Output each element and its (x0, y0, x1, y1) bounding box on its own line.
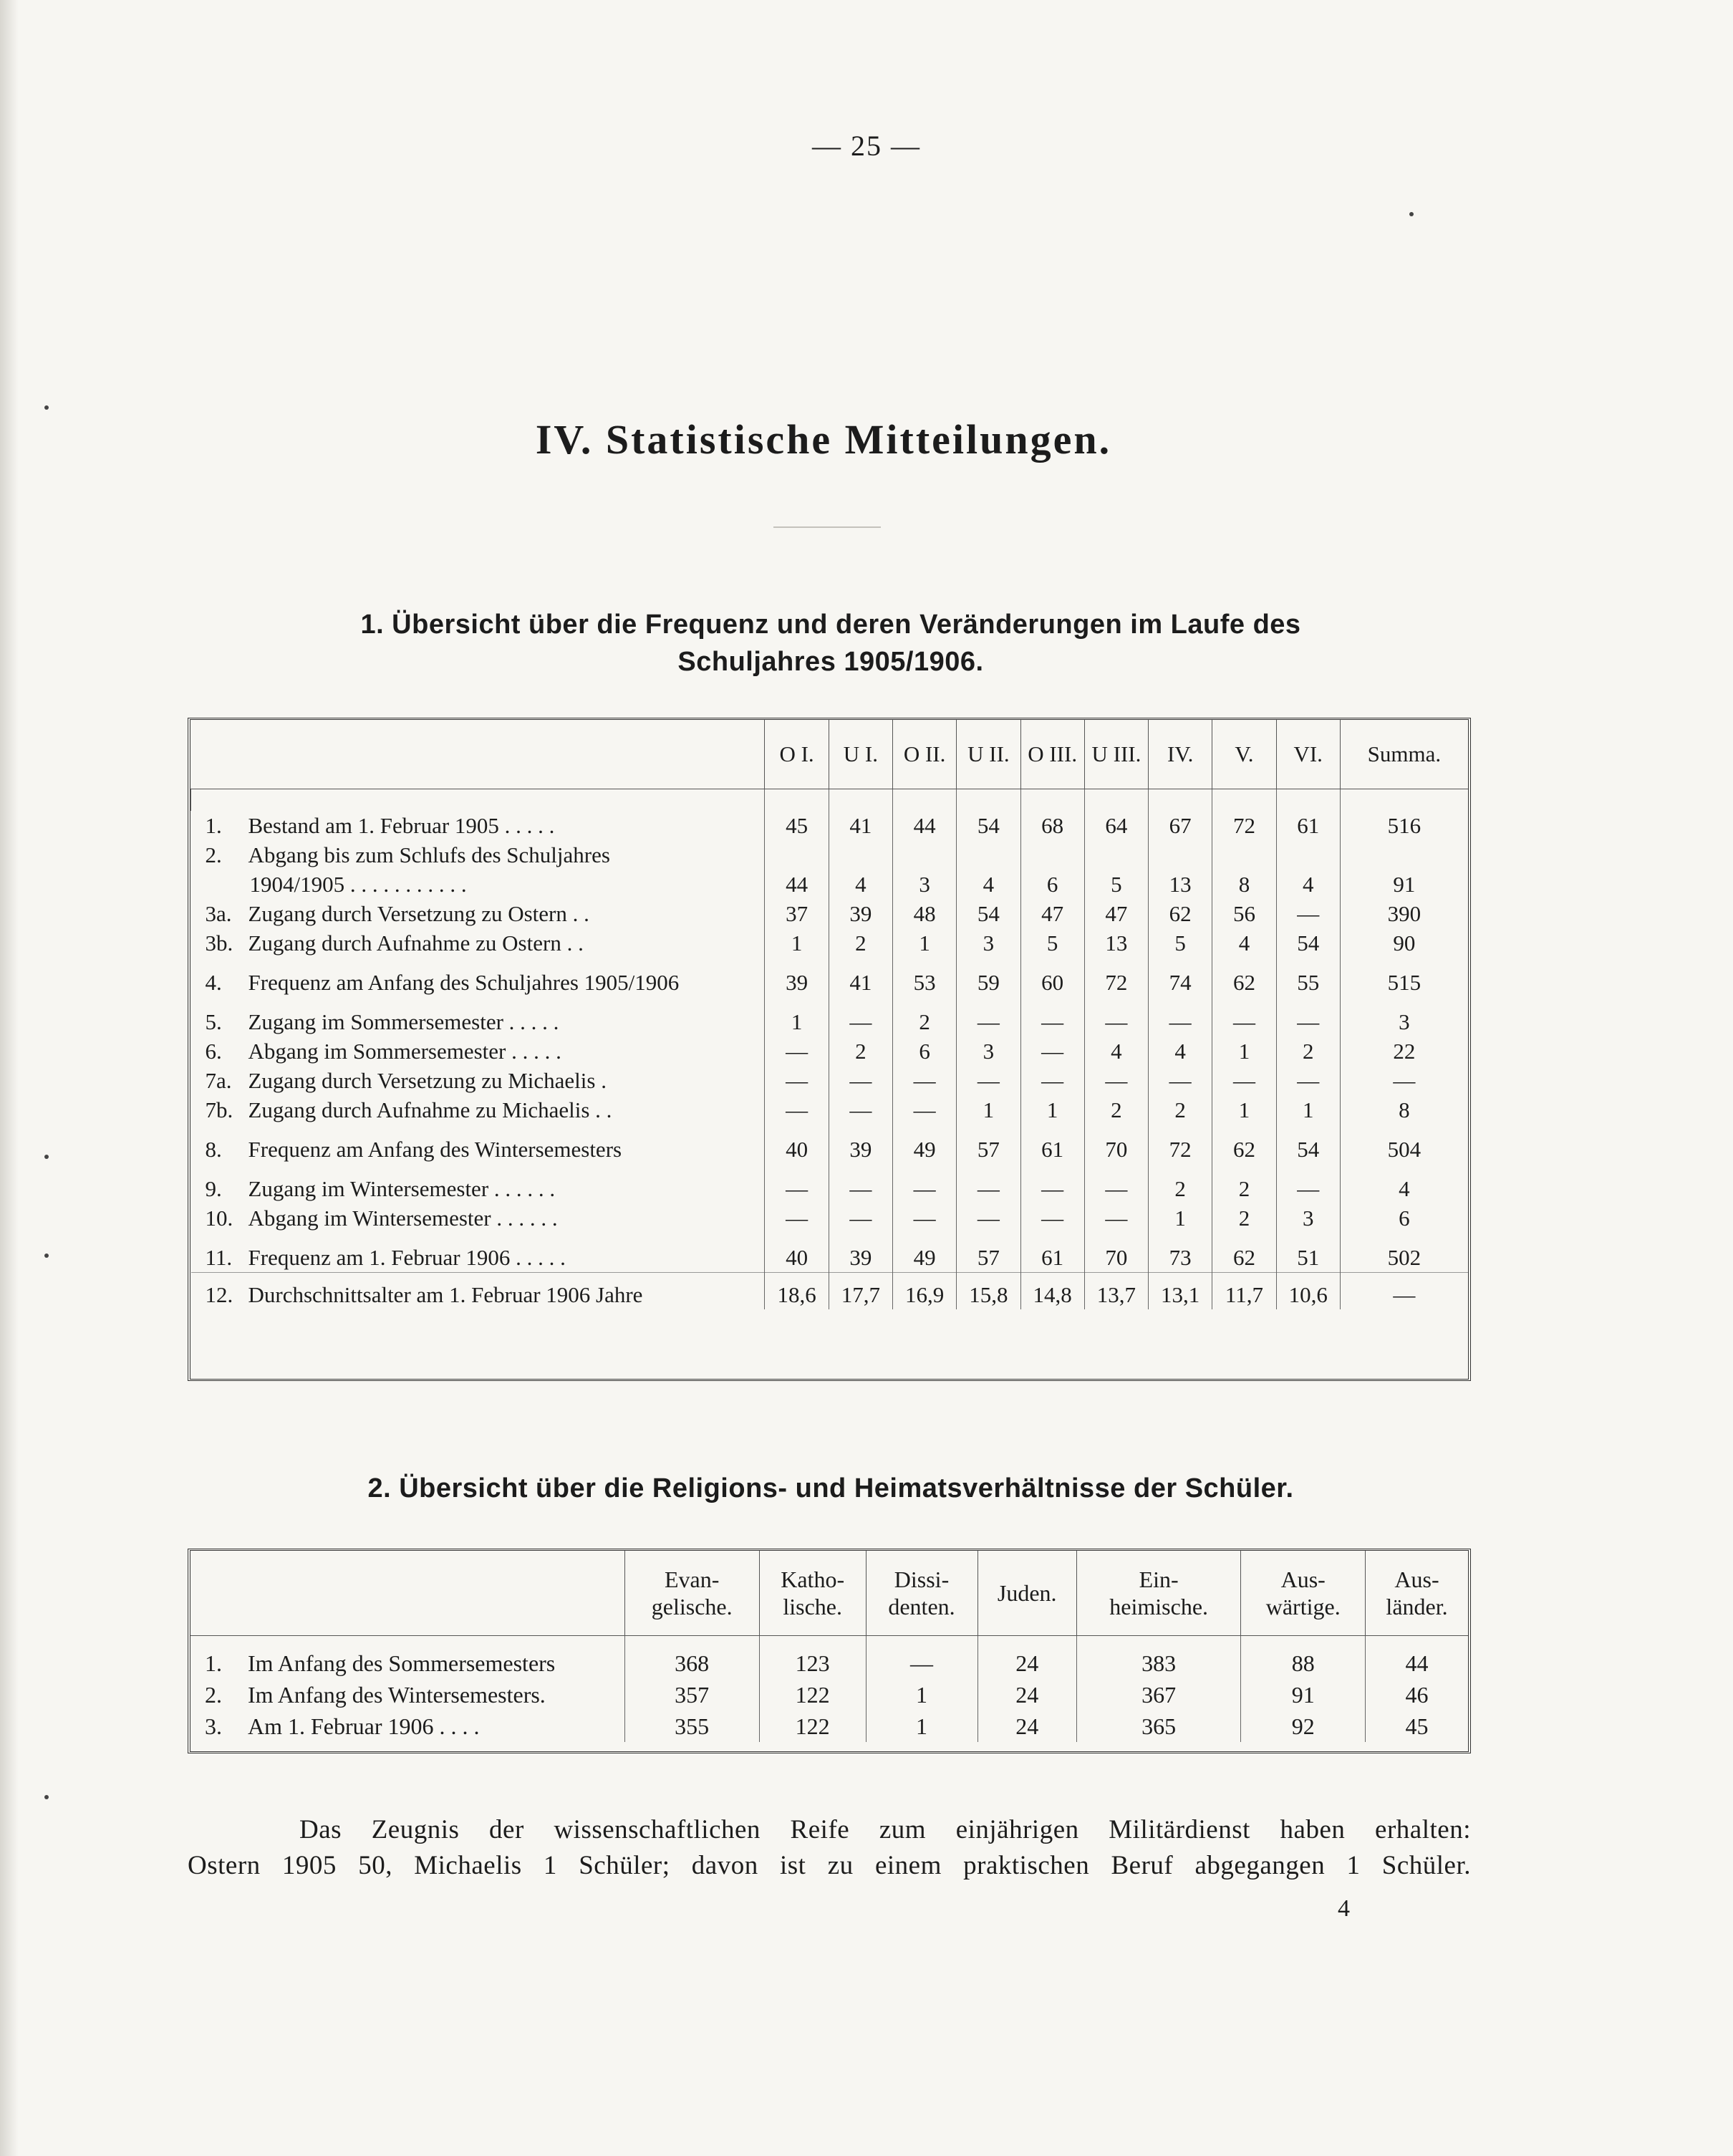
print-speck (44, 1155, 49, 1159)
cell: 54 (957, 811, 1020, 840)
cell: 44 (892, 811, 956, 840)
cell: 11,7 (1212, 1273, 1276, 1310)
column-header: U I. (829, 720, 892, 789)
column-header: O I. (765, 720, 829, 789)
title-divider (773, 526, 881, 528)
cell: 61 (1020, 1233, 1084, 1273)
cell: 59 (957, 958, 1020, 997)
cell: — (1276, 899, 1340, 928)
cell: 383 (1076, 1636, 1241, 1680)
cell: 54 (1276, 928, 1340, 958)
cell: 37 (765, 899, 829, 928)
cell: 365 (1076, 1710, 1241, 1742)
cell: — (866, 1636, 977, 1680)
cell: — (1212, 1066, 1276, 1095)
column-header: Dissi- denten. (866, 1551, 977, 1636)
cell: 70 (1084, 1233, 1148, 1273)
cell: 5 (1149, 928, 1212, 958)
cell: — (1084, 997, 1148, 1036)
row-label: 2. Abgang bis zum Schlufs des Schuljahres 1904/1905 . . . . . . . . . . . (205, 842, 610, 897)
cell: 1 (866, 1679, 977, 1710)
page-number: — 25 — (812, 130, 921, 162)
cell: 6 (1340, 1203, 1468, 1233)
cell: 49 (892, 1125, 956, 1164)
cell: 1 (1212, 1095, 1276, 1125)
cell: 368 (624, 1636, 759, 1680)
row-label: 5. Zugang im Sommersemester . . . . . (205, 1009, 559, 1034)
cell: 22 (1340, 1036, 1468, 1066)
cell: 2 (829, 1036, 892, 1066)
cell: 67 (1149, 811, 1212, 840)
table-row (191, 1164, 1469, 1203)
cell: 74 (1149, 958, 1212, 997)
table-row (191, 1036, 1469, 1066)
cell: — (1020, 1164, 1084, 1203)
cell: 3 (1340, 997, 1468, 1036)
cell: — (1084, 1203, 1148, 1233)
table-row (191, 1273, 1469, 1310)
cell: 4 (1212, 928, 1276, 958)
row-label: 9. Zugang im Wintersemester . . . . . . (205, 1176, 556, 1201)
cell: 4 (1340, 1164, 1468, 1203)
print-speck (44, 1253, 49, 1258)
cell: 2 (892, 997, 956, 1036)
table-row (190, 1636, 1468, 1680)
column-header-blank (191, 720, 765, 789)
cell: 72 (1149, 1125, 1212, 1164)
table-row (191, 840, 1469, 899)
cell: — (957, 1164, 1020, 1203)
column-header: O II. (892, 720, 956, 789)
cell: — (765, 1203, 829, 1233)
cell: 13 (1084, 928, 1148, 958)
row-label: 3b. Zugang durch Aufnahme zu Ostern . . (205, 930, 584, 956)
cell: — (829, 1203, 892, 1233)
cell: 15,8 (957, 1273, 1020, 1310)
cell: — (829, 997, 892, 1036)
column-header: Summa. (1340, 720, 1468, 789)
cell: 61 (1276, 811, 1340, 840)
cell: 53 (892, 958, 956, 997)
cell: — (957, 997, 1020, 1036)
cell: — (765, 1164, 829, 1203)
cell: 45 (1366, 1710, 1468, 1742)
cell: 1 (1020, 1095, 1084, 1125)
cell: 367 (1076, 1679, 1241, 1710)
cell: 39 (765, 958, 829, 997)
cell: 54 (957, 899, 1020, 928)
cell: 46 (1366, 1679, 1468, 1710)
cell: 13 (1149, 840, 1212, 899)
cell: — (892, 1095, 956, 1125)
section-title: IV. Statistische Mitteilungen. (535, 416, 1112, 463)
cell: 1 (957, 1095, 1020, 1125)
cell: 8 (1340, 1095, 1468, 1125)
cell: 6 (892, 1036, 956, 1066)
table-row (190, 1710, 1468, 1742)
row-label: 10. Abgang im Wintersemester . . . . . . (205, 1205, 558, 1231)
column-header: Katho- lische. (759, 1551, 866, 1636)
cell: — (829, 1095, 892, 1125)
cell: — (892, 1203, 956, 1233)
table-row (191, 1125, 1469, 1164)
row-label: 6. Abgang im Sommersemester . . . . . (205, 1039, 561, 1064)
cell: — (957, 1066, 1020, 1095)
cell: 5 (1020, 928, 1084, 958)
column-header: Aus- länder. (1366, 1551, 1468, 1636)
cell: 92 (1241, 1710, 1366, 1742)
column-header: U III. (1084, 720, 1148, 789)
row-label: 1. Im Anfang des Sommersemesters (205, 1650, 556, 1676)
cell: — (1020, 1036, 1084, 1066)
cell: 2 (1212, 1203, 1276, 1233)
column-header: U II. (957, 720, 1020, 789)
cell: 57 (957, 1125, 1020, 1164)
religion-origin-table (188, 1549, 1471, 1753)
cell: 64 (1084, 811, 1148, 840)
cell: 41 (829, 958, 892, 997)
table1-heading (0, 606, 1661, 680)
cell: 90 (1340, 928, 1468, 958)
cell: 24 (977, 1710, 1076, 1742)
cell: — (1020, 1066, 1084, 1095)
table-row (191, 811, 1469, 840)
column-header: V. (1212, 720, 1276, 789)
cell: 3 (957, 928, 1020, 958)
cell: — (829, 1164, 892, 1203)
print-speck (44, 405, 49, 410)
cell: 48 (892, 899, 956, 928)
cell: — (1149, 1066, 1212, 1095)
cell: — (1149, 997, 1212, 1036)
cell: 17,7 (829, 1273, 892, 1310)
cell: 13,7 (1084, 1273, 1148, 1310)
cell: 13,1 (1149, 1273, 1212, 1310)
cell: 1 (866, 1710, 977, 1742)
cell: 4 (1149, 1036, 1212, 1066)
cell: 2 (1149, 1164, 1212, 1203)
cell: 1 (765, 928, 829, 958)
cell: 4 (1084, 1036, 1148, 1066)
cell: — (1340, 1066, 1468, 1095)
table-row (191, 1066, 1469, 1095)
table-row (191, 958, 1469, 997)
cell: 47 (1020, 899, 1084, 928)
cell: 56 (1212, 899, 1276, 928)
column-header: O III. (1020, 720, 1084, 789)
cell: 6 (1020, 840, 1084, 899)
cell: 18,6 (765, 1273, 829, 1310)
table-header-row (190, 1551, 1468, 1636)
spacer-row (191, 789, 1469, 812)
row-label: 2. Im Anfang des Wintersemesters. (205, 1682, 546, 1708)
row-label: 3. Am 1. Februar 1906 . . . . (205, 1713, 480, 1739)
cell: 504 (1340, 1125, 1468, 1164)
table-row (191, 1203, 1469, 1233)
print-speck (1409, 212, 1414, 216)
cell: — (1020, 997, 1084, 1036)
row-label: 7b. Zugang durch Aufnahme zu Michaelis . . (205, 1097, 612, 1122)
cell: 39 (829, 899, 892, 928)
certificate-paragraph (188, 1812, 1471, 1884)
print-speck (44, 1795, 49, 1799)
cell: 122 (759, 1679, 866, 1710)
column-header: Evan- gelische. (624, 1551, 759, 1636)
cell: 62 (1212, 1233, 1276, 1273)
cell: — (829, 1066, 892, 1095)
cell: 44 (1366, 1636, 1468, 1680)
cell: 2 (829, 928, 892, 958)
cell: 61 (1020, 1125, 1084, 1164)
table-row (191, 997, 1469, 1036)
cell: 1 (892, 928, 956, 958)
table-header-row (191, 720, 1469, 789)
cell: 72 (1212, 811, 1276, 840)
paragraph-line: Das Zeugnis der wissenschaftlichen Reife zum einjährigen Militärdienst haben erhalten: (299, 1815, 1471, 1844)
cell: 1 (765, 997, 829, 1036)
cell: 8 (1212, 840, 1276, 899)
cell: 3 (892, 840, 956, 899)
cell: 54 (1276, 1125, 1340, 1164)
cell: 502 (1340, 1233, 1468, 1273)
cell: 3 (1276, 1203, 1340, 1233)
sheet-number: 4 (1338, 1895, 1350, 1922)
cell: 1 (1276, 1095, 1340, 1125)
cell: 70 (1084, 1125, 1148, 1164)
column-header: Juden. (977, 1551, 1076, 1636)
cell: 55 (1276, 958, 1340, 997)
cell: 1 (1212, 1036, 1276, 1066)
cell: 2 (1276, 1036, 1340, 1066)
table-row (190, 1679, 1468, 1710)
cell: — (1276, 1066, 1340, 1095)
cell: — (1276, 1164, 1340, 1203)
row-label: 8. Frequenz am Anfang des Wintersemesters (205, 1137, 622, 1162)
cell: 3 (957, 1036, 1020, 1066)
row-label: 7a. Zugang durch Versetzung zu Michaelis . (205, 1068, 607, 1093)
cell: 4 (957, 840, 1020, 899)
cell: 123 (759, 1636, 866, 1680)
table2-heading: 2. Übersicht über die Religions- und Heimatsverhältnisse der Schüler. (367, 1473, 1294, 1503)
row-label: 4. Frequenz am Anfang des Schuljahres 1905/1906 (205, 970, 680, 995)
frequency-table (188, 718, 1471, 1381)
column-header-blank (190, 1551, 624, 1636)
cell: 5 (1084, 840, 1148, 899)
column-header: Aus- wärtige. (1241, 1551, 1366, 1636)
column-header: IV. (1149, 720, 1212, 789)
cell: 49 (892, 1233, 956, 1273)
row-label: 3a. Zugang durch Versetzung zu Ostern . . (205, 901, 589, 926)
cell: 47 (1084, 899, 1148, 928)
cell: 39 (829, 1233, 892, 1273)
cell: — (1276, 997, 1340, 1036)
cell: 68 (1020, 811, 1084, 840)
table-row (191, 928, 1469, 958)
table-row (191, 1095, 1469, 1125)
cell: 41 (829, 811, 892, 840)
cell: 390 (1340, 899, 1468, 928)
cell: 91 (1340, 840, 1468, 899)
cell: — (892, 1066, 956, 1095)
table1-heading-line2: Schuljahres 1905/1906. (677, 647, 984, 677)
cell: 2 (1212, 1164, 1276, 1203)
cell: 88 (1241, 1636, 1366, 1680)
table-row (191, 899, 1469, 928)
cell: 2 (1084, 1095, 1148, 1125)
cell: — (765, 1066, 829, 1095)
cell: 39 (829, 1125, 892, 1164)
cell: 515 (1340, 958, 1468, 997)
cell: 10,6 (1276, 1273, 1340, 1310)
cell: 62 (1149, 899, 1212, 928)
row-label: 12. Durchschnittsalter am 1. Februar 1906 Jahre (191, 1273, 765, 1310)
cell: — (765, 1095, 829, 1125)
cell: 4 (829, 840, 892, 899)
cell: 91 (1241, 1679, 1366, 1710)
cell: 45 (765, 811, 829, 840)
cell: 355 (624, 1710, 759, 1742)
cell: 73 (1149, 1233, 1212, 1273)
cell: 357 (624, 1679, 759, 1710)
cell: 24 (977, 1679, 1076, 1710)
cell: 40 (765, 1125, 829, 1164)
column-header: Ein- heimische. (1076, 1551, 1241, 1636)
row-label: 11. Frequenz am 1. Februar 1906 . . . . . (205, 1245, 566, 1270)
cell: — (1020, 1203, 1084, 1233)
row-label: 1. Bestand am 1. Februar 1905 . . . . . (205, 813, 555, 838)
paragraph-line: Ostern 1905 50, Michaelis 1 Schüler; davon ist zu einem praktischen Beruf abgegangen 1 Schüler. (188, 1851, 1471, 1880)
cell: 62 (1212, 1125, 1276, 1164)
cell: 122 (759, 1710, 866, 1742)
cell: 72 (1084, 958, 1148, 997)
cell: — (765, 1036, 829, 1066)
cell: 1 (1149, 1203, 1212, 1233)
column-header: VI. (1276, 720, 1340, 789)
cell: 51 (1276, 1233, 1340, 1273)
table-row (191, 1233, 1469, 1273)
cell: — (892, 1164, 956, 1203)
cell: — (1084, 1066, 1148, 1095)
cell: 57 (957, 1233, 1020, 1273)
cell: 24 (977, 1636, 1076, 1680)
cell: — (1084, 1164, 1148, 1203)
cell: 62 (1212, 958, 1276, 997)
cell: — (1340, 1273, 1468, 1310)
cell: 16,9 (892, 1273, 956, 1310)
cell: — (957, 1203, 1020, 1233)
cell: 2 (1149, 1095, 1212, 1125)
cell: 44 (765, 840, 829, 899)
table1-heading-line1: 1. Übersicht über die Frequenz und deren Veränderungen im Laufe des (360, 610, 1301, 640)
page-edge-shadow (0, 0, 19, 2156)
cell: 14,8 (1020, 1273, 1084, 1310)
cell: 4 (1276, 840, 1340, 899)
cell: 40 (765, 1233, 829, 1273)
cell: 60 (1020, 958, 1084, 997)
cell: — (1212, 997, 1276, 1036)
cell: 516 (1340, 811, 1468, 840)
